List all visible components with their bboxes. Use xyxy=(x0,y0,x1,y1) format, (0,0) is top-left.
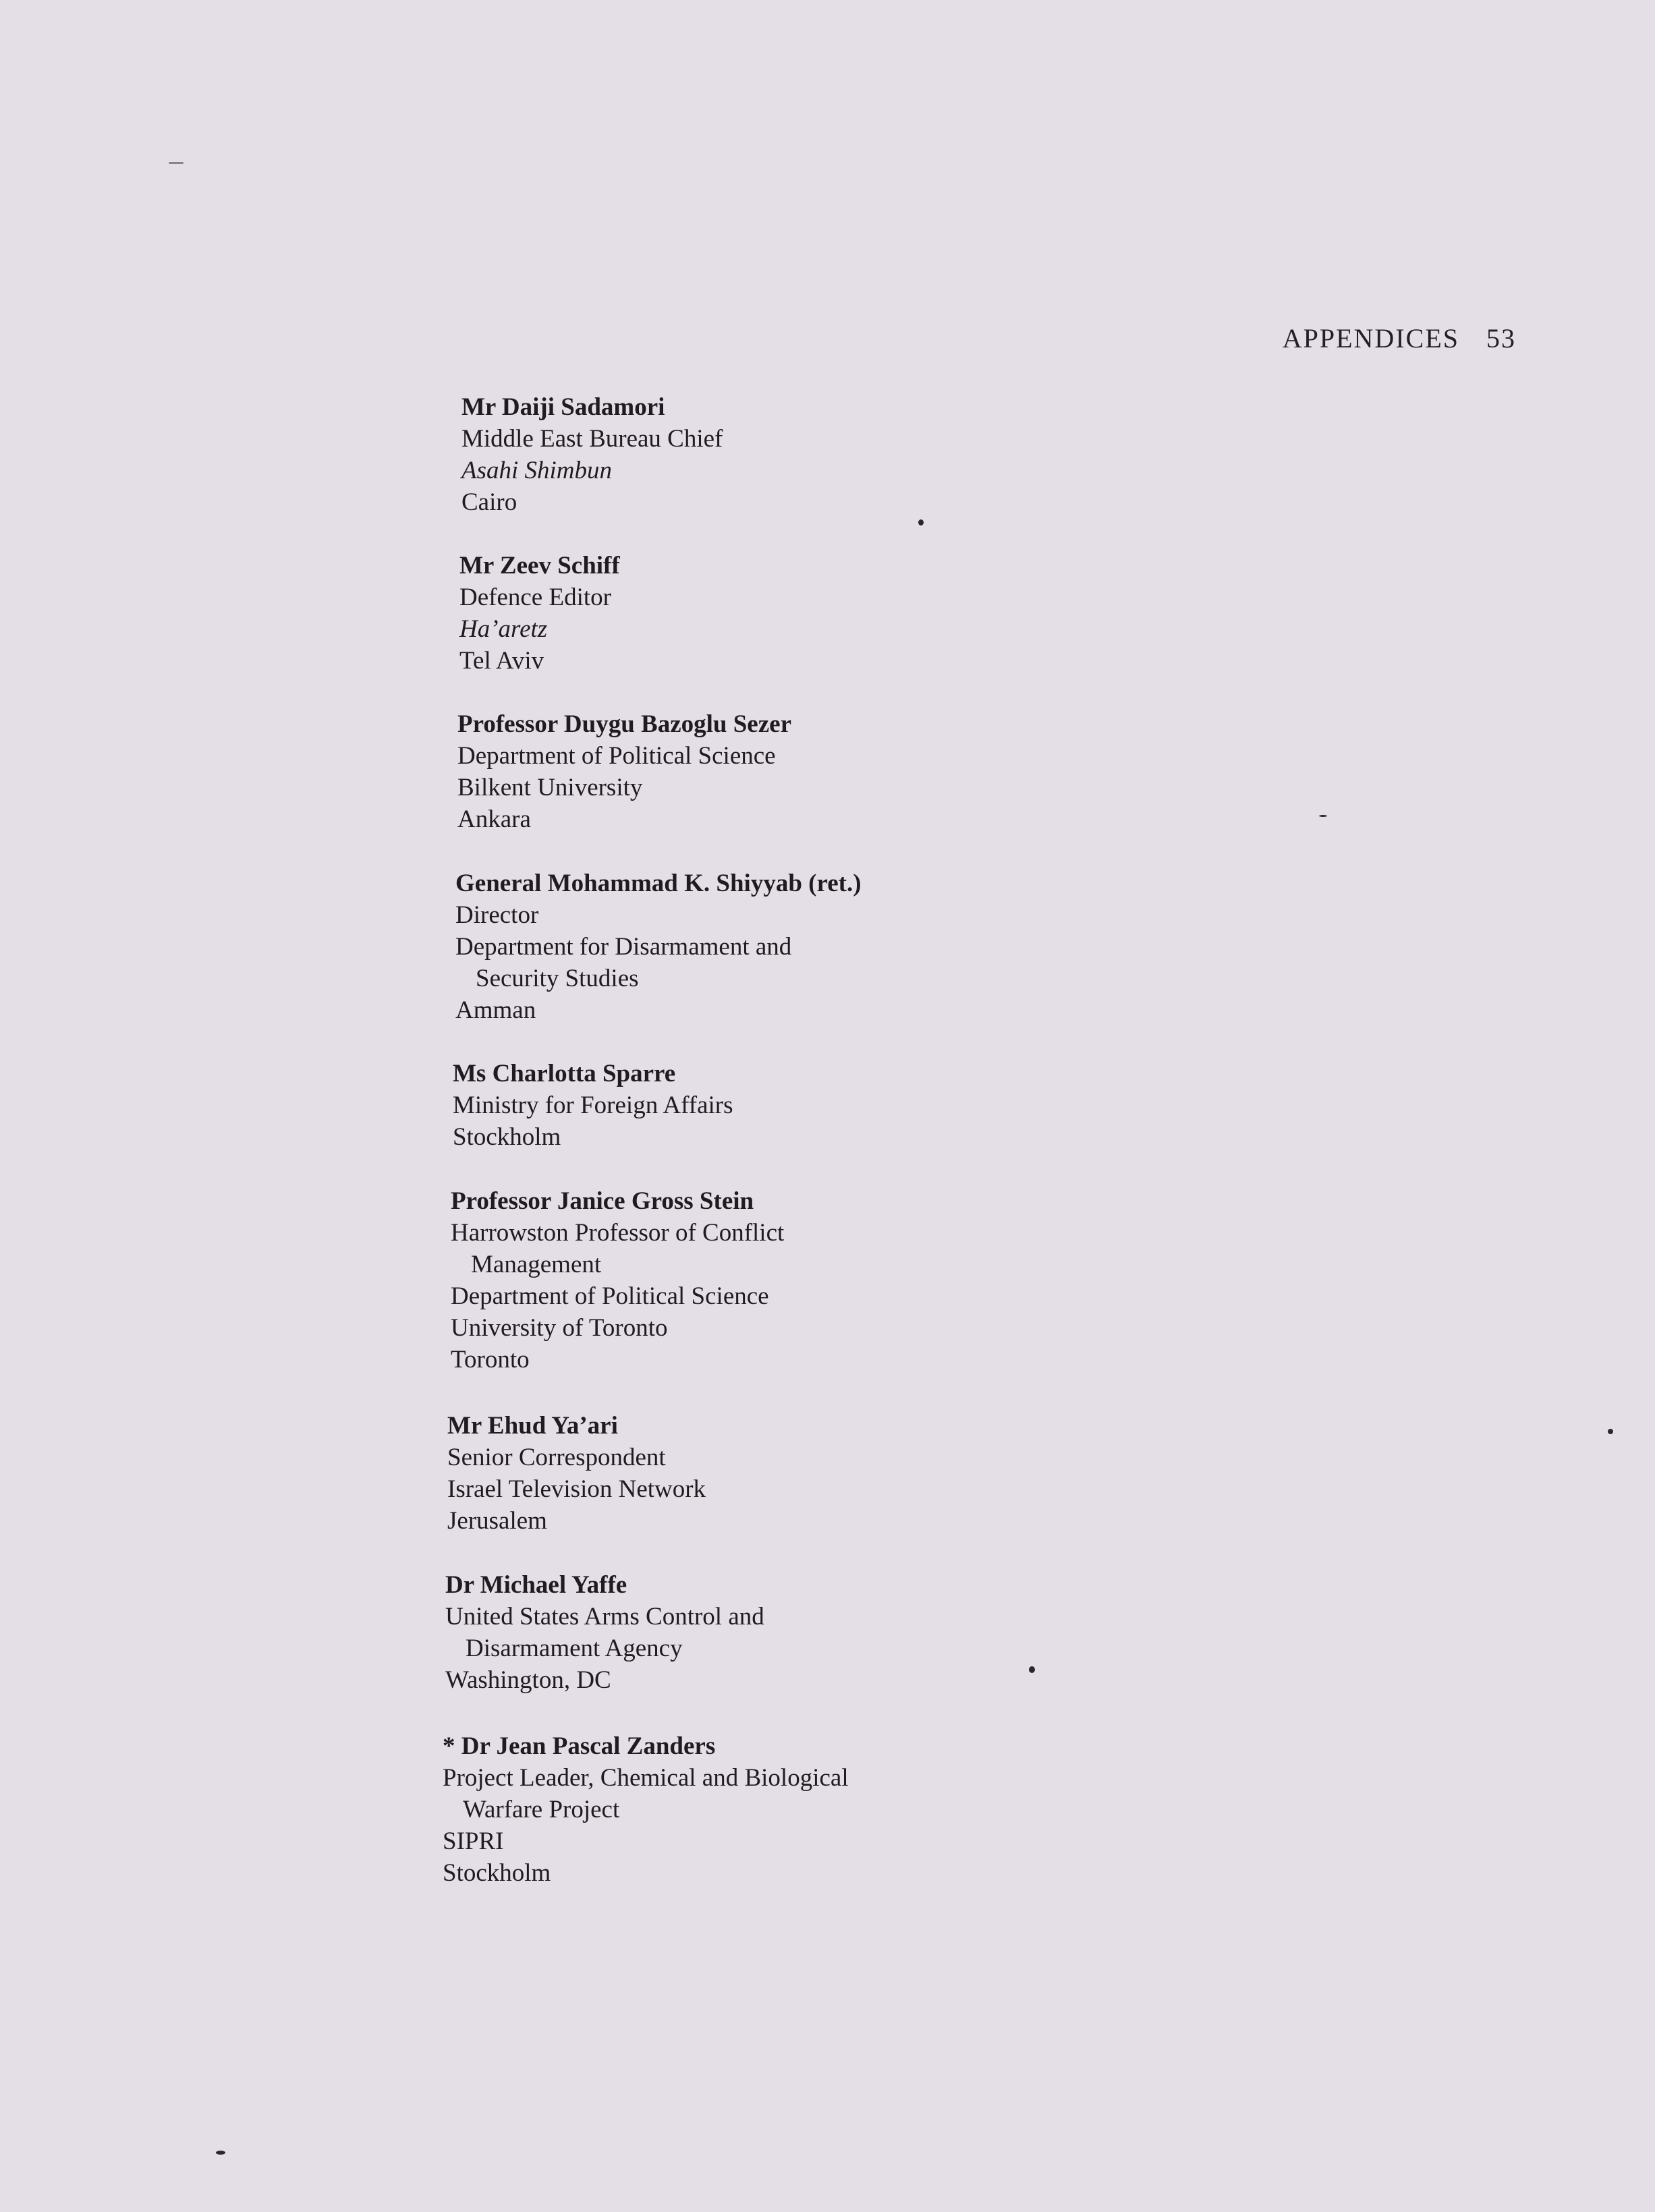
participant-detail: Management xyxy=(471,1251,602,1278)
participant-entry xyxy=(461,391,723,518)
participant-detail: Cairo xyxy=(461,488,517,516)
participant-detail: Disarmament Agency xyxy=(466,1635,683,1662)
participant-detail: Defence Editor xyxy=(459,584,611,611)
section-title: APPENDICES xyxy=(1282,323,1459,353)
dust-speck xyxy=(1319,815,1327,817)
participant-detail: Tel Aviv xyxy=(459,647,544,675)
participant-detail: Washington, DC xyxy=(445,1666,611,1694)
participant-detail: Director xyxy=(455,901,539,929)
participant-detail: Department of Political Science xyxy=(451,1282,769,1310)
participant-detail: Asahi Shimbun xyxy=(461,457,613,484)
participant-entry xyxy=(453,1058,733,1153)
participant-entry xyxy=(455,868,862,1026)
participant-detail: Warfare Project xyxy=(463,1796,620,1823)
page-number: 53 xyxy=(1486,323,1516,353)
participant-entry xyxy=(447,1410,706,1537)
participant-detail: Stockholm xyxy=(443,1859,551,1887)
participant-detail: Amman xyxy=(455,996,536,1024)
participant-name: Dr Michael Yaffe xyxy=(445,1571,627,1599)
participant-detail: Jerusalem xyxy=(447,1507,547,1535)
participant-name: Professor Duygu Bazoglu Sezer xyxy=(457,710,792,738)
participant-entry xyxy=(445,1569,764,1696)
participant-name: Mr Daiji Sadamori xyxy=(461,393,665,421)
running-header xyxy=(1283,322,1516,354)
participant-detail: Bilkent University xyxy=(457,774,643,801)
participant-detail: University of Toronto xyxy=(451,1314,668,1342)
dust-speck xyxy=(1608,1429,1613,1434)
participant-detail: Ankara xyxy=(457,805,531,833)
participant-name: Ms Charlotta Sparre xyxy=(453,1060,676,1087)
participant-entry xyxy=(457,708,791,835)
participant-detail: Ha’aretz xyxy=(459,615,548,643)
dust-speck xyxy=(169,162,184,164)
dust-speck xyxy=(1029,1666,1035,1673)
participant-detail: Stockholm xyxy=(453,1123,561,1151)
participant-detail: Toronto xyxy=(451,1346,530,1373)
participant-name: Mr Ehud Ya’ari xyxy=(447,1412,618,1440)
participant-detail: Harrowston Professor of Conflict xyxy=(451,1219,785,1247)
participant-detail: United States Arms Control and xyxy=(445,1603,764,1630)
participant-detail: Middle East Bureau Chief xyxy=(461,425,723,453)
participant-entry xyxy=(443,1730,849,1889)
participant-detail: Israel Television Network xyxy=(447,1475,706,1503)
participant-name: * Dr Jean Pascal Zanders xyxy=(443,1732,716,1760)
participant-detail: SIPRI xyxy=(443,1827,504,1855)
participant-detail: Ministry for Foreign Affairs xyxy=(453,1091,733,1119)
participant-detail: Security Studies xyxy=(476,965,639,992)
participant-detail: Senior Correspondent xyxy=(447,1444,666,1471)
participant-detail: Department of Political Science xyxy=(457,742,776,770)
participant-detail: Project Leader, Chemical and Biological xyxy=(443,1764,849,1792)
participant-entry xyxy=(451,1185,784,1376)
participant-detail: Department for Disarmament and xyxy=(455,933,792,961)
participant-name: Mr Zeev Schiff xyxy=(459,552,620,579)
participant-name: Professor Janice Gross Stein xyxy=(451,1187,754,1215)
participant-entry xyxy=(459,550,620,677)
dust-speck xyxy=(918,519,924,526)
participant-name: General Mohammad K. Shiyyab (ret.) xyxy=(455,870,862,897)
dust-speck xyxy=(216,2151,225,2155)
